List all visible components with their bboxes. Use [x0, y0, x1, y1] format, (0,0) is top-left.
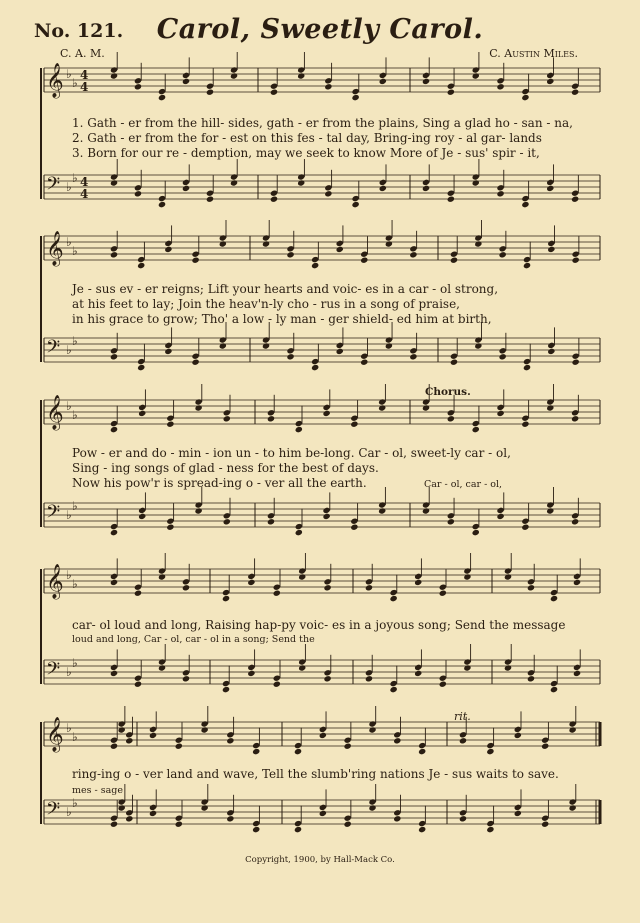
note-head [125, 737, 133, 744]
flat-icon: ♭ [72, 244, 78, 258]
note-head [352, 94, 360, 101]
note-head [195, 404, 203, 411]
flat-icon: ♭ [66, 180, 72, 194]
note-head [378, 507, 386, 514]
note-head [496, 513, 504, 520]
flat-icon: ♭ [72, 408, 78, 422]
note-head [365, 675, 373, 682]
note-head [378, 404, 386, 411]
flat-icon: ♭ [72, 577, 78, 591]
note-head [273, 590, 281, 597]
note-head [571, 196, 579, 203]
note-head [521, 94, 529, 101]
note-head [409, 353, 417, 360]
flat-icon: ♭ [72, 334, 78, 348]
note-head [523, 262, 531, 269]
note-head [527, 584, 535, 591]
note-head [385, 342, 393, 349]
hymn-title: Carol, Sweetly Carol. [156, 14, 484, 45]
flat-icon: ♭ [72, 171, 78, 185]
note-head [137, 262, 145, 269]
note-head [125, 815, 133, 822]
flat-icon: ♭ [66, 343, 72, 357]
note-head [571, 415, 579, 422]
note-head [175, 821, 183, 828]
note-head [439, 681, 447, 688]
note-head [344, 743, 352, 750]
note-head [319, 732, 327, 739]
note-head [182, 584, 190, 591]
bass-clef-icon: 𝄢 [46, 174, 61, 199]
flat-icon: ♭ [72, 76, 78, 90]
lyric-line-melody: car- ol loud and long, Raising hap-py voic- es in a joyous song; Send the message [72, 618, 566, 632]
note-head [344, 821, 352, 828]
note-head [110, 72, 118, 79]
ritardando-mark: rit. [454, 710, 471, 723]
flat-icon: ♭ [72, 730, 78, 744]
note-head [110, 579, 118, 586]
flat-icon: ♭ [72, 499, 78, 513]
note-head [422, 78, 430, 85]
note-head [409, 251, 417, 258]
note-head [149, 810, 157, 817]
bass-clef-icon: 𝄢 [46, 799, 61, 824]
note-head [352, 201, 360, 208]
note-head [572, 257, 580, 264]
copyright-notice: Copyright, 1900, by Hall-Mack Co. [245, 855, 395, 865]
flat-icon: ♭ [66, 568, 72, 582]
note-head [324, 584, 332, 591]
note-head [447, 89, 455, 96]
note-head [219, 342, 227, 349]
note-head [546, 185, 554, 192]
note-head [110, 821, 118, 828]
note-head [134, 681, 142, 688]
note-head [422, 507, 430, 514]
note-head [418, 826, 426, 833]
note-head [182, 675, 190, 682]
note-head [365, 584, 373, 591]
note-head [311, 262, 319, 269]
note-head [158, 573, 166, 580]
treble-clef-icon: 𝄞 [46, 717, 64, 752]
note-head [298, 664, 306, 671]
note-head [496, 190, 504, 197]
note-head [311, 364, 319, 371]
chorus-label: Chorus. [425, 386, 471, 398]
note-head [166, 524, 174, 531]
note-head [192, 359, 200, 366]
note-head [546, 507, 554, 514]
flat-icon: ♭ [72, 656, 78, 670]
note-head [118, 804, 126, 811]
note-head [474, 240, 482, 247]
note-head [546, 78, 554, 85]
lyric-line-verse-1: Pow - er and do - min - ion un - to him be-long. Car - ol, sweet-ly car - ol, [72, 446, 511, 460]
lyric-line-verse-2: Sing - ing songs of glad - ness for the best of days. [72, 461, 379, 475]
note-head [166, 421, 174, 428]
note-head [350, 421, 358, 428]
note-head [393, 815, 401, 822]
note-head [550, 595, 558, 602]
note-head [541, 821, 549, 828]
note-head [360, 359, 368, 366]
note-head [247, 579, 255, 586]
note-head [295, 426, 303, 433]
note-head [569, 804, 577, 811]
note-head [226, 737, 234, 744]
note-head [499, 251, 507, 258]
note-head [118, 726, 126, 733]
note-head [206, 89, 214, 96]
note-head [201, 804, 209, 811]
note-head [286, 353, 294, 360]
note-head [158, 664, 166, 671]
note-head [418, 748, 426, 755]
note-head [474, 342, 482, 349]
note-head [262, 240, 270, 247]
note-head [323, 513, 331, 520]
response-lyric-line: Car - ol, car - ol, [424, 479, 503, 490]
note-head [393, 737, 401, 744]
note-head [486, 748, 494, 755]
note-head [569, 726, 577, 733]
note-head [201, 726, 209, 733]
note-head [110, 179, 118, 186]
note-head [134, 83, 142, 90]
flat-icon: ♭ [66, 721, 72, 735]
note-head [252, 826, 260, 833]
treble-clef-icon: 𝄞 [46, 564, 64, 599]
note-head [379, 78, 387, 85]
note-head [110, 529, 118, 536]
note-head [164, 246, 172, 253]
note-head [182, 185, 190, 192]
note-head [547, 246, 555, 253]
note-head [206, 196, 214, 203]
lyric-line-verse-2: at his feet to lay; Join the heav'n-ly cho - rus in a song of praise, [72, 297, 460, 311]
note-head [573, 579, 581, 586]
note-head [450, 359, 458, 366]
note-head [447, 518, 455, 525]
flat-icon: ♭ [72, 796, 78, 810]
note-head [450, 257, 458, 264]
note-head [110, 743, 118, 750]
note-head [273, 681, 281, 688]
note-head [550, 686, 558, 693]
note-head [223, 518, 231, 525]
note-head [496, 410, 504, 417]
note-head [138, 410, 146, 417]
note-head [336, 348, 344, 355]
flat-icon: ♭ [66, 399, 72, 413]
note-head [267, 518, 275, 525]
note-head [149, 732, 157, 739]
note-head [158, 94, 166, 101]
composer-name: C. Austin Miles. [489, 47, 578, 60]
note-head [192, 257, 200, 264]
note-head [523, 364, 531, 371]
note-head [110, 353, 118, 360]
lyric-line-verse-3: Now his pow'r is spread-ing o - ver all the earth. [72, 476, 367, 490]
flat-icon: ♭ [66, 67, 72, 81]
note-head [110, 670, 118, 677]
note-head [486, 826, 494, 833]
note-head [222, 595, 230, 602]
note-head [223, 415, 231, 422]
treble-clef-icon: 𝄞 [46, 231, 64, 266]
note-head [439, 590, 447, 597]
note-head [547, 348, 555, 355]
flat-icon: ♭ [66, 805, 72, 819]
note-head [459, 815, 467, 822]
note-head [324, 190, 332, 197]
note-head [138, 513, 146, 520]
note-head [110, 426, 118, 433]
note-head [368, 804, 376, 811]
note-head [110, 251, 118, 258]
treble-clef-icon: 𝄞 [46, 395, 64, 430]
lyric-line-verse-2: 2. Gath - er from the for - est on this fes - tal day, Bring-ing roy - al gar- lands [72, 131, 542, 145]
note-head [350, 524, 358, 531]
lyric-line-verse-1: 1. Gath - er from the hill- sides, gath - er from the plains, Sing a glad ho - san - na, [72, 116, 573, 130]
meter-label: C. A. M. [60, 47, 105, 60]
note-head [295, 529, 303, 536]
note-head [390, 595, 398, 602]
note-head [230, 72, 238, 79]
note-head [496, 83, 504, 90]
note-head [368, 726, 376, 733]
note-head [504, 664, 512, 671]
note-head [385, 240, 393, 247]
time-signature: 4 [80, 175, 89, 189]
note-head [472, 426, 480, 433]
note-head [319, 810, 327, 817]
response-lyric-line: mes - sage [72, 785, 123, 796]
note-head [360, 257, 368, 264]
lyric-line-verse-3: in his grace to grow; Tho' a low - ly man - ger shield- ed him at birth, [72, 312, 492, 326]
time-signature: 4 [80, 80, 89, 94]
note-head [324, 83, 332, 90]
note-head [137, 364, 145, 371]
note-head [541, 743, 549, 750]
lyric-line-verse-3: 3. Born for our re - demption, may we seek to know More of Je - sus' spir - it, [72, 146, 540, 160]
flat-icon: ♭ [66, 508, 72, 522]
note-head [230, 179, 238, 186]
note-head [294, 748, 302, 755]
note-head [447, 415, 455, 422]
note-head [472, 72, 480, 79]
flat-icon: ♭ [66, 665, 72, 679]
note-head [514, 810, 522, 817]
note-head [573, 670, 581, 677]
treble-clef-icon: 𝄞 [46, 63, 64, 98]
note-head [324, 675, 332, 682]
time-signature: 4 [80, 187, 89, 201]
note-head [226, 815, 234, 822]
bass-clef-icon: 𝄢 [46, 659, 61, 684]
note-head [447, 196, 455, 203]
response-lyric-line: loud and long, Car - ol, car - ol in a song; Send the [72, 634, 315, 645]
note-head [414, 670, 422, 677]
bass-clef-icon: 𝄢 [46, 337, 61, 362]
note-head [298, 573, 306, 580]
note-head [182, 78, 190, 85]
note-head [270, 89, 278, 96]
note-head [521, 524, 529, 531]
flat-icon: ♭ [66, 235, 72, 249]
note-head [294, 826, 302, 833]
note-head [252, 748, 260, 755]
note-head [379, 185, 387, 192]
note-head [572, 359, 580, 366]
note-head [463, 664, 471, 671]
note-head [323, 410, 331, 417]
note-head [164, 348, 172, 355]
lyric-line-verse-1: Je - sus ev - er reigns; Lift your hearts and voic- es in a car - ol strong, [72, 282, 499, 296]
note-head [267, 415, 275, 422]
note-head [527, 675, 535, 682]
bass-clef-icon: 𝄢 [46, 502, 61, 527]
note-head [521, 201, 529, 208]
note-head [286, 251, 294, 258]
lyric-line-melody: ring-ing o - ver land and wave, Tell the slumb'ring nations Je - sus waits to save. [72, 767, 559, 781]
note-head [270, 196, 278, 203]
note-head [546, 404, 554, 411]
note-head [158, 201, 166, 208]
note-head [472, 529, 480, 536]
note-head [499, 353, 507, 360]
note-head [414, 579, 422, 586]
note-head [422, 185, 430, 192]
note-head [504, 573, 512, 580]
note-head [571, 89, 579, 96]
note-head [336, 246, 344, 253]
note-head [390, 686, 398, 693]
note-head [571, 518, 579, 525]
time-signature: 4 [80, 68, 89, 82]
note-head [472, 179, 480, 186]
note-head [219, 240, 227, 247]
note-head [222, 686, 230, 693]
note-head [297, 179, 305, 186]
note-head [195, 507, 203, 514]
note-head [247, 670, 255, 677]
note-head [175, 743, 183, 750]
note-head [521, 421, 529, 428]
note-head [262, 342, 270, 349]
note-head [297, 72, 305, 79]
note-head [459, 737, 467, 744]
note-head [134, 590, 142, 597]
hymn-number: No. 121. [34, 20, 124, 42]
note-head [514, 732, 522, 739]
note-head [422, 404, 430, 411]
note-head [134, 190, 142, 197]
note-head [463, 573, 471, 580]
